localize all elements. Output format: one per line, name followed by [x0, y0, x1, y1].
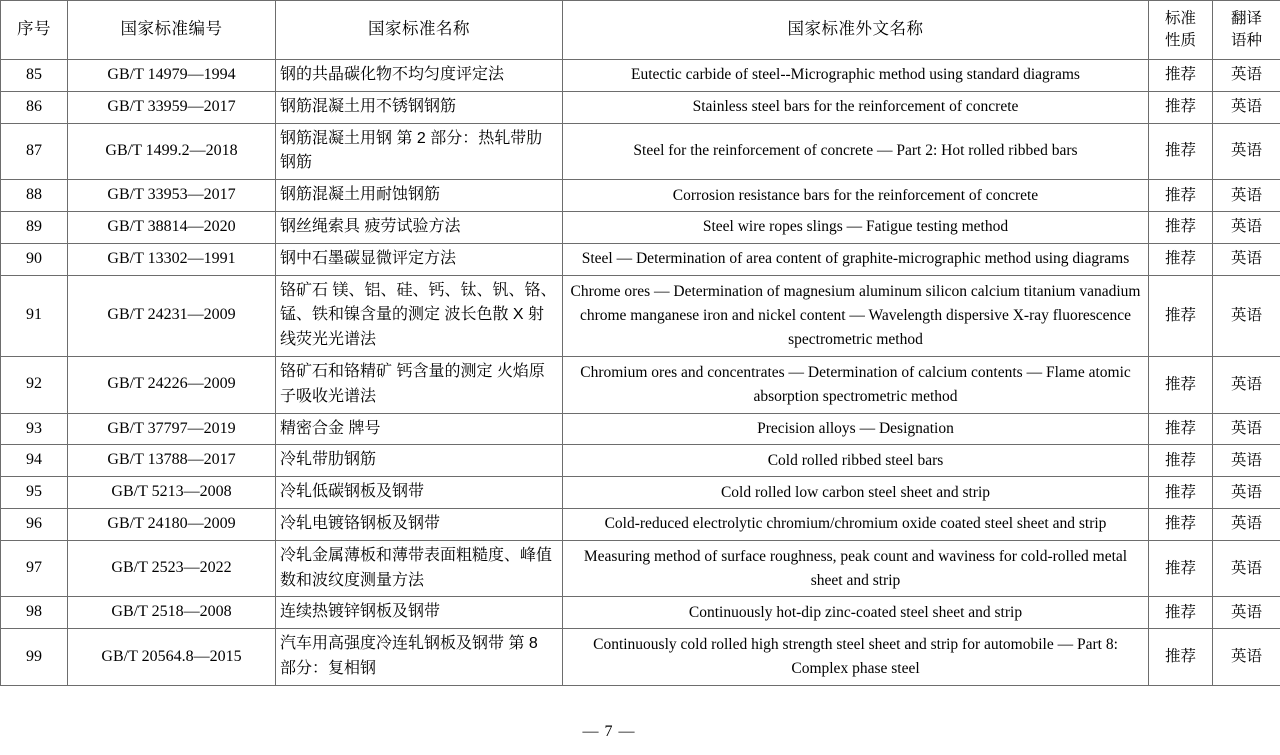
- cell-standard-nature: 推荐: [1149, 211, 1213, 243]
- table-header: [1, 1, 1280, 60]
- cell-seq: 86: [1, 91, 68, 123]
- table-row: [1, 629, 1280, 686]
- table-row: [1, 413, 1280, 445]
- cell-standard-code: GB/T 33959—2017: [68, 91, 276, 123]
- cell-standard-name: 钢筋混凝土用耐蚀钢筋: [276, 180, 563, 212]
- cell-standard-code: GB/T 20564.8—2015: [68, 629, 276, 686]
- cell-standard-nature: 推荐: [1149, 445, 1213, 477]
- cell-translation-language: 英语: [1213, 275, 1280, 356]
- language-header-line2: 语种: [1230, 32, 1262, 49]
- cell-standard-name: 冷轧金属薄板和薄带表面粗糙度、峰值数和波纹度测量方法: [276, 540, 563, 597]
- cell-standard-code: GB/T 24226—2009: [68, 356, 276, 413]
- cell-seq: 94: [1, 445, 68, 477]
- table-row: [1, 275, 1280, 356]
- cell-foreign-name: Steel wire ropes slings — Fatigue testing method: [563, 211, 1149, 243]
- column-header-standard-name: 国家标准名称: [276, 1, 563, 60]
- table-row: [1, 60, 1280, 92]
- cell-seq: 87: [1, 123, 68, 180]
- cell-standard-nature: 推荐: [1149, 275, 1213, 356]
- cell-translation-language: 英语: [1213, 445, 1280, 477]
- cell-standard-nature: 推荐: [1149, 597, 1213, 629]
- table-row: [1, 540, 1280, 597]
- cell-standard-name: 铬矿石 镁、铝、硅、钙、钛、钒、铬、锰、铁和镍含量的测定 波长色散 X 射线荧光光谱法: [276, 275, 563, 356]
- cell-seq: 90: [1, 243, 68, 275]
- cell-foreign-name: Precision alloys — Designation: [563, 413, 1149, 445]
- table-row: [1, 91, 1280, 123]
- cell-seq: 88: [1, 180, 68, 212]
- cell-foreign-name: Chromium ores and concentrates — Determination of calcium contents — Flame atomic absorption spectrometric method: [563, 356, 1149, 413]
- cell-foreign-name: Continuously cold rolled high strength steel sheet and strip for automobile — Part 8: Complex phase steel: [563, 629, 1149, 686]
- column-header-seq: 序号: [1, 1, 68, 60]
- cell-standard-code: GB/T 24231—2009: [68, 275, 276, 356]
- cell-foreign-name: Measuring method of surface roughness, peak count and waviness for cold-rolled metal sheet and strip: [563, 540, 1149, 597]
- cell-standard-code: GB/T 33953—2017: [68, 180, 276, 212]
- cell-translation-language: 英语: [1213, 356, 1280, 413]
- cell-standard-nature: 推荐: [1149, 356, 1213, 413]
- table-row: [1, 508, 1280, 540]
- cell-standard-name: 冷轧低碳钢板及钢带: [276, 477, 563, 509]
- table-row: [1, 597, 1280, 629]
- cell-standard-nature: 推荐: [1149, 508, 1213, 540]
- cell-standard-code: GB/T 14979—1994: [68, 60, 276, 92]
- cell-standard-nature: 推荐: [1149, 540, 1213, 597]
- cell-standard-code: GB/T 1499.2—2018: [68, 123, 276, 180]
- cell-standard-name: 钢丝绳索具 疲劳试验方法: [276, 211, 563, 243]
- cell-seq: 98: [1, 597, 68, 629]
- cell-translation-language: 英语: [1213, 91, 1280, 123]
- cell-foreign-name: Steel — Determination of area content of graphite-micrographic method using diagrams: [563, 243, 1149, 275]
- cell-foreign-name: Steel for the reinforcement of concrete — Part 2: Hot rolled ribbed bars: [563, 123, 1149, 180]
- cell-foreign-name: Cold rolled low carbon steel sheet and strip: [563, 477, 1149, 509]
- cell-standard-name: 钢筋混凝土用不锈钢钢筋: [276, 91, 563, 123]
- cell-standard-name: 钢中石墨碳显微评定方法: [276, 243, 563, 275]
- cell-seq: 96: [1, 508, 68, 540]
- cell-seq: 85: [1, 60, 68, 92]
- cell-translation-language: 英语: [1213, 60, 1280, 92]
- column-header-foreign-name: 国家标准外文名称: [563, 1, 1149, 60]
- cell-translation-language: 英语: [1213, 508, 1280, 540]
- nature-header-line1: 标准: [1164, 9, 1196, 27]
- cell-standard-name: 汽车用高强度冷连轧钢板及钢带 第 8 部分：复相钢: [276, 629, 563, 686]
- cell-standard-nature: 推荐: [1149, 123, 1213, 180]
- cell-foreign-name: Cold rolled ribbed steel bars: [563, 445, 1149, 477]
- column-header-standard-code: 国家标准编号: [68, 1, 276, 60]
- header-row: [1, 1, 1280, 60]
- cell-seq: 93: [1, 413, 68, 445]
- cell-foreign-name: Eutectic carbide of steel--Micrographic method using standard diagrams: [563, 60, 1149, 92]
- cell-translation-language: 英语: [1213, 597, 1280, 629]
- cell-seq: 97: [1, 540, 68, 597]
- cell-seq: 92: [1, 356, 68, 413]
- table-row: [1, 445, 1280, 477]
- cell-standard-nature: 推荐: [1149, 180, 1213, 212]
- table-row: [1, 211, 1280, 243]
- cell-standard-nature: 推荐: [1149, 413, 1213, 445]
- cell-seq: 99: [1, 629, 68, 686]
- cell-standard-name: 精密合金 牌号: [276, 413, 563, 445]
- cell-foreign-name: Stainless steel bars for the reinforcement of concrete: [563, 91, 1149, 123]
- cell-seq: 91: [1, 275, 68, 356]
- cell-translation-language: 英语: [1213, 243, 1280, 275]
- table-row: [1, 477, 1280, 509]
- table-row: [1, 243, 1280, 275]
- cell-foreign-name: Cold-reduced electrolytic chromium/chromium oxide coated steel sheet and strip: [563, 508, 1149, 540]
- cell-translation-language: 英语: [1213, 477, 1280, 509]
- table-body: [1, 60, 1280, 686]
- language-header-line1: 翻译: [1230, 9, 1262, 27]
- cell-translation-language: 英语: [1213, 413, 1280, 445]
- column-header-translation-language: [1213, 1, 1280, 60]
- cell-translation-language: 英语: [1213, 180, 1280, 212]
- cell-standard-code: GB/T 37797—2019: [68, 413, 276, 445]
- cell-standard-name: 钢筋混凝土用钢 第 2 部分：热轧带肋钢筋: [276, 123, 563, 180]
- cell-translation-language: 英语: [1213, 211, 1280, 243]
- cell-standard-nature: 推荐: [1149, 60, 1213, 92]
- cell-standard-name: 连续热镀锌钢板及钢带: [276, 597, 563, 629]
- cell-standard-name: 冷轧带肋钢筋: [276, 445, 563, 477]
- table-row: [1, 356, 1280, 413]
- cell-foreign-name: Continuously hot-dip zinc-coated steel sheet and strip: [563, 597, 1149, 629]
- cell-translation-language: 英语: [1213, 629, 1280, 686]
- cell-standard-name: 钢的共晶碳化物不均匀度评定法: [276, 60, 563, 92]
- page-number: — 7 —: [582, 723, 636, 740]
- nature-header-line2: 性质: [1164, 32, 1196, 49]
- cell-seq: 95: [1, 477, 68, 509]
- table-row: [1, 123, 1280, 180]
- cell-foreign-name: Corrosion resistance bars for the reinforcement of concrete: [563, 180, 1149, 212]
- cell-standard-code: GB/T 38814—2020: [68, 211, 276, 243]
- cell-standard-name: 冷轧电镀铬钢板及钢带: [276, 508, 563, 540]
- cell-standard-code: GB/T 24180—2009: [68, 508, 276, 540]
- cell-translation-language: 英语: [1213, 540, 1280, 597]
- cell-standard-name: 铬矿石和铬精矿 钙含量的测定 火焰原子吸收光谱法: [276, 356, 563, 413]
- cell-standard-code: GB/T 5213—2008: [68, 477, 276, 509]
- cell-standard-code: GB/T 2518—2008: [68, 597, 276, 629]
- cell-standard-code: GB/T 2523—2022: [68, 540, 276, 597]
- cell-standard-nature: 推荐: [1149, 243, 1213, 275]
- cell-standard-code: GB/T 13302—1991: [68, 243, 276, 275]
- column-header-standard-nature: [1149, 1, 1213, 60]
- cell-translation-language: 英语: [1213, 123, 1280, 180]
- cell-standard-nature: 推荐: [1149, 477, 1213, 509]
- cell-standard-nature: 推荐: [1149, 629, 1213, 686]
- table-row: [1, 180, 1280, 212]
- cell-foreign-name: Chrome ores — Determination of magnesium aluminum silicon calcium titanium vanadium chrome manganese iron and nickel content — Wavelength dispersive X-ray fluorescence spectrometric method: [563, 275, 1149, 356]
- cell-standard-nature: 推荐: [1149, 91, 1213, 123]
- cell-seq: 89: [1, 211, 68, 243]
- cell-standard-code: GB/T 13788—2017: [68, 445, 276, 477]
